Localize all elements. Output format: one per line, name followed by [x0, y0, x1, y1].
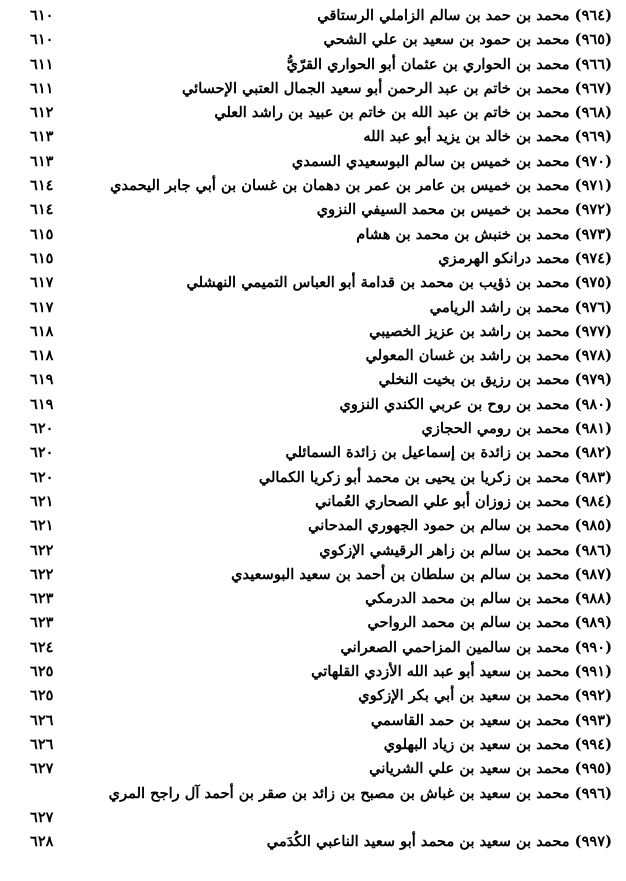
entry-page-number: ٦٢٥: [30, 663, 54, 681]
entry-page-number: ٦٢٠: [30, 444, 54, 462]
entry-name: (٩٦٩) محمد بن خالد بن يزيد أبو عبد الله: [363, 128, 612, 146]
entry-name: (٩٨٧) محمد بن سالم بن سلطان بن أحمد بن سعيد البوسعيدي: [231, 565, 612, 583]
index-entry: [0, 77, 626, 101]
entry-page-number: ٦١٧: [30, 274, 54, 292]
entry-page-number: ٦١٨: [30, 322, 54, 340]
entry-page-number: ٦٢٧: [30, 808, 54, 826]
entry-name: (٩٩٦) محمد بن سعيد بن غباش بن مصبح بن زائد بن صقر بن أحمد آل راجح المري: [108, 784, 612, 802]
entry-name: (٩٧٠) محمد بن خميس بن سالم البوسعيدي السمدي: [291, 152, 612, 170]
index-entry: [0, 636, 626, 660]
index-entry: [0, 223, 626, 247]
entry-name: (٩٧٤) محمد درانكو الهرمزي: [438, 249, 612, 267]
entry-page-number: ٦٢٥: [30, 687, 54, 705]
entry-page-number: ٦٢٠: [30, 468, 54, 486]
entry-page-number: ٦١٠: [30, 7, 54, 24]
entry-name: (٩٦٨) محمد بن خاتم بن عبد الله بن خاتم بن عبيد بن راشد العلي: [214, 104, 612, 122]
entry-name: (٩٩٥) محمد بن سعيد بن علي الشرياني: [369, 760, 612, 778]
entry-page-number: ٦٢٢: [30, 541, 54, 559]
index-entry: [0, 830, 626, 854]
entry-name: (٩٨٥) محمد بن سالم بن حمود الجهوري المدحاني: [308, 517, 612, 535]
index-entry: [0, 150, 626, 174]
index-entry: [0, 757, 626, 781]
entry-page-number: ٦١٤: [30, 201, 54, 219]
index-entry: [0, 296, 626, 320]
entry-page-number: ٦١٧: [30, 298, 54, 316]
entry-name: (٩٨٦) محمد بن سالم بن زاهر الرقيشي الإزكوي: [319, 541, 612, 559]
index-entry: [0, 198, 626, 222]
entry-page-number: ٦٢٨: [30, 833, 54, 851]
entry-name: (٩٩٠) محمد بن سالمين المزاحمي الصعراني: [340, 638, 612, 656]
entry-page-number: ٦١٩: [30, 395, 54, 413]
index-entry: [0, 539, 626, 563]
entry-page-number: ٦١٤: [30, 177, 54, 195]
entry-page-number: ٦١١: [30, 79, 54, 97]
entry-page-number: ٦٢١: [30, 517, 54, 535]
entry-name: (٩٧٧) محمد بن راشد بن عزيز الخصيبي: [369, 322, 612, 340]
entry-name: (٩٩٧) محمد بن سعيد بن محمد أبو سعيد الناعبي الكُدَمي: [266, 833, 612, 851]
index-entry: [0, 514, 626, 538]
index-entry: [0, 611, 626, 635]
entry-name: (٩٧١) محمد بن خميس بن عامر بن عمر بن دهمان بن غسان بن أبي جابر اليحمدي: [110, 177, 612, 195]
entry-name: (٩٩١) محمد بن سعيد أبو عبد الله الأزدي القلهاتي: [311, 663, 612, 681]
entry-name: (٩٧٢) محمد بن خميس بن محمد السيفي النزوي: [316, 201, 612, 219]
entry-name: (٩٩٣) محمد بن سعيد بن حمد القاسمي: [370, 711, 612, 729]
entry-page-number: ٦١٣: [30, 152, 54, 170]
index-entry: [0, 174, 626, 198]
index-entry: [0, 466, 626, 490]
entry-page-number: ٦١٩: [30, 371, 54, 389]
entry-name: (٩٨٣) محمد بن زكريا بن يحيى بن محمد أبو زكريا الكمالي: [258, 468, 612, 486]
entry-page-number: ٦٢٤: [30, 638, 54, 656]
entry-name: (٩٦٦) محمد بن الحواري بن عثمان أبو الحواري القرّيُّ: [286, 55, 612, 73]
entry-page-number: ٦٢٣: [30, 590, 54, 608]
entry-page-number: ٦٢٢: [30, 565, 54, 583]
index-entry: [0, 247, 626, 271]
entry-page-number: ٦٢٦: [30, 735, 54, 753]
entry-name: (٩٩٢) محمد بن سعيد بن أبي بكر الإزكوي: [358, 687, 612, 705]
entry-name: (٩٨٢) محمد بن زائدة بن إسماعيل بن زائدة السمائلي: [285, 444, 612, 462]
entry-name: (٩٩٤) محمد بن سعيد بن زياد البهلوي: [383, 735, 612, 753]
index-entry: [0, 563, 626, 587]
index-entry: [0, 53, 626, 77]
index-entry: [0, 28, 626, 52]
entry-name: (٩٨١) محمد بن رومي الحجازي: [421, 420, 612, 438]
entry-page-number: ٦١٨: [30, 347, 54, 365]
entry-page-number: ٦١٥: [30, 249, 54, 267]
entry-page-number: ٦١١: [30, 55, 54, 73]
entry-page-number: ٦١٥: [30, 225, 54, 243]
entry-name: (٩٧٣) محمد بن خنبش بن محمد بن هشام: [356, 225, 612, 243]
entry-page-number: ٦٢٧: [30, 760, 54, 778]
entry-name: (٩٧٦) محمد بن راشد الريامي: [429, 298, 612, 316]
index-entry: [0, 733, 626, 757]
index-entry: [0, 4, 626, 28]
index-entry: [0, 368, 626, 392]
entry-page-number: ٦٢٦: [30, 711, 54, 729]
index-entry: [0, 782, 626, 831]
entry-name: (٩٦٥) محمد بن حمود بن سعيد بن علي الشحي: [323, 31, 612, 49]
entry-name: (٩٧٥) محمد بن ذؤيب بن محمد بن قدامة أبو العباس التميمي النهشلي: [186, 274, 612, 292]
entry-name: (٩٨٤) محمد بن زوزان أبو علي الصحاري العُماني: [315, 492, 612, 510]
entry-name: (٩٧٩) محمد بن رزيق بن بخيت النخلي: [378, 371, 612, 389]
entry-name: (٩٨٠) محمد بن روح بن عربي الكندي النزوي: [339, 395, 612, 413]
index-entry: [0, 709, 626, 733]
entry-name: (٩٦٤) محمد بن حمد بن سالم الزاملي الرستاقي: [317, 7, 612, 24]
entry-page-number: ٦١٠: [30, 31, 54, 49]
index-list: [0, 4, 626, 880]
index-entry: [0, 587, 626, 611]
entry-page-number: ٦٢٠: [30, 420, 54, 438]
index-entry: [0, 101, 626, 125]
index-entry: [0, 417, 626, 441]
entry-name: (٩٨٨) محمد بن سالم بن محمد الدرمكي: [365, 590, 612, 608]
index-entry: [0, 684, 626, 708]
entry-page-number: ٦١٢: [30, 104, 54, 122]
index-entry: [0, 125, 626, 149]
index-entry: [0, 660, 626, 684]
entry-page-number: ٦٢٣: [30, 614, 54, 632]
entry-name: (٩٦٧) محمد بن خاتم بن عبد الرحمن أبو سعيد الجمال العتبي الإحسائي: [181, 79, 612, 97]
index-entry: [0, 441, 626, 465]
index-entry: [0, 344, 626, 368]
index-entry: [0, 393, 626, 417]
entry-page-number: ٦١٣: [30, 128, 54, 146]
index-entry: [0, 320, 626, 344]
index-entry: [0, 271, 626, 295]
index-entry: [0, 490, 626, 514]
entry-name: (٩٧٨) محمد بن راشد بن غسان المعولي: [365, 347, 612, 365]
entry-name: (٩٨٩) محمد بن سالم بن محمد الرواحي: [367, 614, 612, 632]
entry-page-number: ٦٢١: [30, 492, 54, 510]
